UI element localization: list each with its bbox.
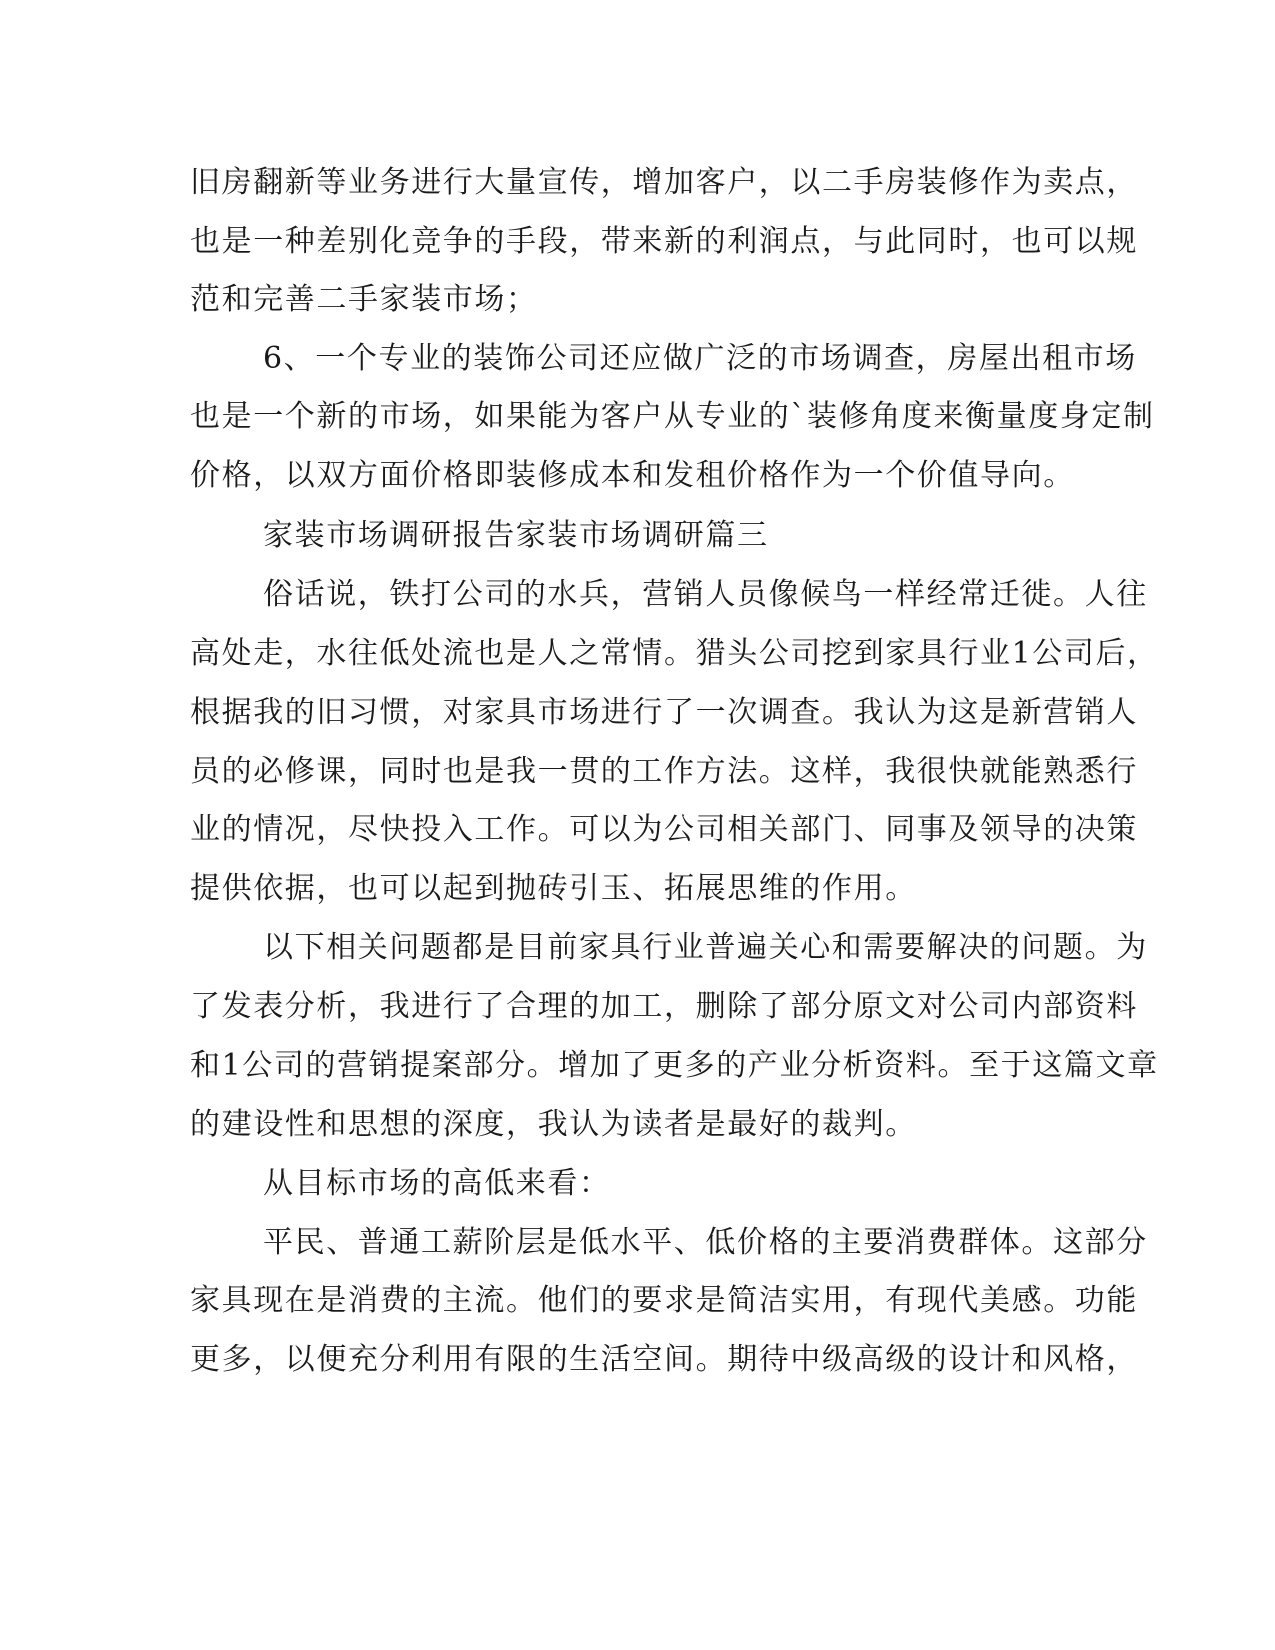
- body-text-line: 俗话说，铁打公司的水兵，营销人员像候鸟一样经常迁徙。人往: [263, 577, 1148, 612]
- body-text-line: 也是一种差别化竞争的手段，带来新的利润点，与此同时，也可以规: [190, 224, 1138, 259]
- body-text-line: 从目标市场的高低来看：: [263, 1166, 611, 1201]
- body-text-line: 高处走，水往低处流也是人之常情。猎头公司挖到家具行业1公司后，: [190, 636, 1159, 671]
- body-text-line: 平民、普通工薪阶层是低水平、低价格的主要消费群体。这部分: [263, 1225, 1148, 1260]
- body-text-line: 旧房翻新等业务进行大量宣传，增加客户，以二手房装修作为卖点，: [190, 165, 1138, 200]
- body-text-line: 也是一个新的市场，如果能为客户从专业的`装修角度来衡量度身定制: [190, 399, 1155, 434]
- body-text-line: 范和完善二手家装市场；: [190, 282, 538, 317]
- body-text-line: 了发表分析，我进行了合理的加工，删除了部分原文对公司内部资料: [190, 989, 1138, 1024]
- body-text-line: 和1公司的营销提案部分。增加了更多的产业分析资料。至于这篇文章: [190, 1048, 1159, 1083]
- body-text-line: 员的必修课，同时也是我一贯的工作方法。这样，我很快就能熟悉行: [190, 754, 1138, 789]
- body-text-line: 更多，以便充分利用有限的生活空间。期待中级高级的设计和风格，: [190, 1342, 1138, 1377]
- body-text-line: 根据我的旧习惯，对家具市场进行了一次调查。我认为这是新营销人: [190, 695, 1138, 730]
- body-text-line: 提供依据，也可以起到抛砖引玉、拓展思维的作用。: [190, 871, 917, 906]
- body-text-line: 6、一个专业的装饰公司还应做广泛的市场调查，房屋出租市场: [263, 341, 1137, 376]
- body-text-line: 以下相关问题都是目前家具行业普遍关心和需要解决的问题。为: [263, 930, 1148, 965]
- section-heading: 家装市场调研报告家装市场调研篇三: [263, 518, 769, 553]
- body-text-line: 价格，以双方面价格即装修成本和发租价格作为一个价值导向。: [190, 458, 1075, 493]
- body-text-line: 的建设性和思想的深度，我认为读者是最好的裁判。: [190, 1107, 917, 1142]
- body-text-line: 家具现在是消费的主流。他们的要求是简洁实用，有现代美感。功能: [190, 1283, 1138, 1318]
- body-text-line: 业的情况，尽快投入工作。可以为公司相关部门、同事及领导的决策: [190, 812, 1138, 847]
